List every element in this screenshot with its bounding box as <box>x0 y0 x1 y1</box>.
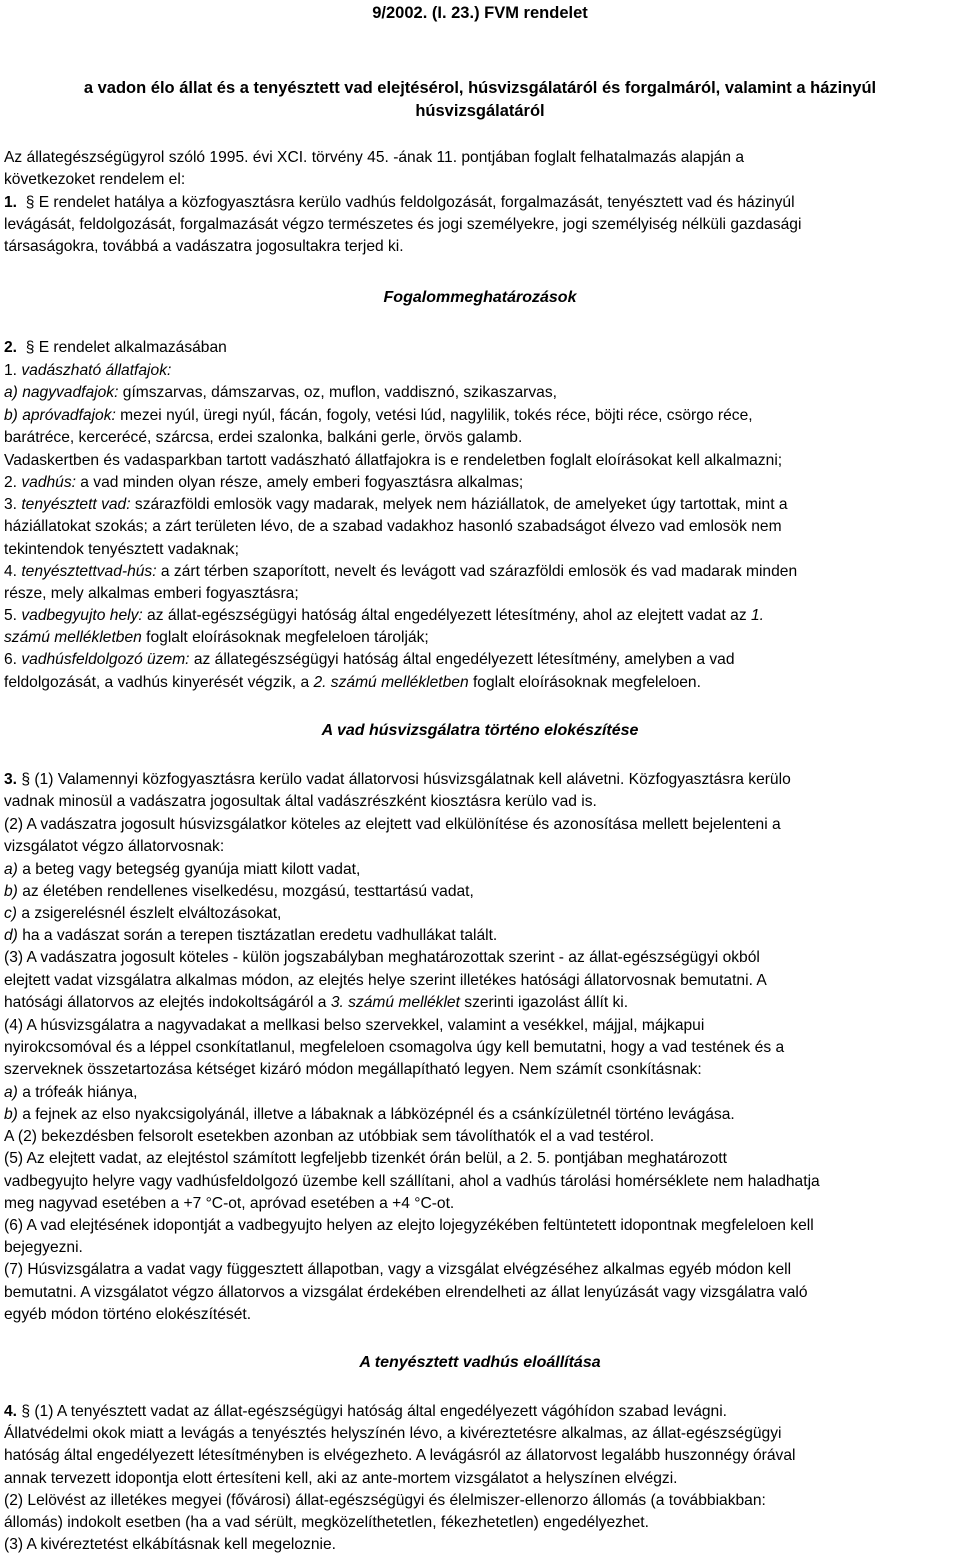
section-3-item-c: c) a zsigerelésnél észlelt elváltozásokat, <box>4 905 282 922</box>
section-3-line-4: vizsgálatot végzo állatorvosnak: <box>4 838 225 855</box>
section-1-line-2: levágását, feldolgozását, forgalmazását végzo természetes és jogi személyekre, jogi személyiség nélküli gazdasági <box>4 216 802 233</box>
section-1-line-3: társaságokra, továbbá a vadászatra jogosultakra terjed ki. <box>4 238 404 255</box>
section-3-item-a: a) a beteg vagy betegség gyanúja miatt kilott vadat, <box>4 861 361 878</box>
heading-definitions: Fogalommeghatározások <box>383 289 577 306</box>
intro-line-2: következoket rendelem el: <box>4 171 186 188</box>
definition-1: 1. vadászható állatfajok: <box>4 362 172 379</box>
section-3-line-9: (3) A vadászatra jogosult köteles - külön jogszabályban meghatározottak szerint - az állat-egészségügyi okból <box>4 949 760 966</box>
section-3-item-b: b) az életében rendellenes viselkedésu, mozgású, testtartású vadat, <box>4 883 474 900</box>
section-3-line-25: egyéb módon történo elokészítését. <box>4 1306 252 1323</box>
section-4-line-2: Állatvédelmi okok miatt a levágás a tenyésztés helyszínén lévo, a kivéreztetésre alkalmas, az állat-egészségügyi <box>4 1425 782 1442</box>
section-3-item-d: d) ha a vadászat során a terepen tisztázatlan eredetu vadhullákat talált. <box>4 927 498 944</box>
section-3-line-17: A (2) bekezdésben felsorolt esetekben azonban az utóbbiak sem távolíthatók el a vad testérol. <box>4 1128 655 1145</box>
section-3-line-22: bejegyezni. <box>4 1239 83 1256</box>
definition-1-note: Vadaskertben és vadasparkban tartott vadászható állatfajokra is e rendeletben foglalt eloírásokat kell alkalmazni; <box>4 452 783 469</box>
section-4-line-6: állomás) indokolt esetben (ha a vad sérült, megközelíthetetlen, fékezhetetlen) engedélyezhet. <box>4 1514 649 1531</box>
definition-2: 2. vadhús: a vad minden olyan része, amely emberi fogyasztásra alkalmas; <box>4 474 524 491</box>
definition-6-cont: feldolgozását, a vadhús kinyerését végzik, a 2. számú mellékletben foglalt eloírásoknak megfeleloen. <box>4 674 701 691</box>
section-3-line-18: (5) Az elejtett vadat, az elejtéstol számított legfeljebb tizenkét órán belül, a 2. 5. pontjában meghatározott <box>4 1150 727 1167</box>
definition-3: 3. tenyésztett vad: szárazföldi emlosök vagy madarak, melyek nem háziállatok, de amelyeket úgy tartottak, mint a <box>4 496 788 513</box>
section-3-line-21: (6) A vad elejtésének idopontját a vadbegyujto helyen az elejto lojegyzékében feltüntetett idopontnak megfeleloen kell <box>4 1217 814 1234</box>
section-number: 4. <box>4 1403 18 1420</box>
section-3-line-12: (4) A húsvizsgálatra a nagyvadakat a mellkasi belso szervekkel, valamint a vesékkel, májjal, májkapui <box>4 1017 705 1034</box>
definition-4-cont: része, mely alkalmas emberi fogyasztásra; <box>4 585 299 602</box>
section-3-item-e: a) a trófeák hiánya, <box>4 1084 138 1101</box>
section-3-line-20: meg nagyvad esetében a +7 °C-ot, apróvad esetében a +4 °C-ot. <box>4 1195 455 1212</box>
document-title: 9/2002. (I. 23.) FVM rendelet <box>372 4 588 22</box>
section-1-line-1: 1. § E rendelet hatálya a közfogyasztásra kerülo vadhús feldolgozását, forgalmazását, tenyésztett vad és házinyúl <box>4 194 795 211</box>
heading-preparation: A vad húsvizsgálatra történo elokészítése <box>321 722 639 739</box>
section-3-line-3: (2) A vadászatra jogosult húsvizsgálatkor köteles az elejtett vad elkülönítése és azonosítása mellett bejelenteni a <box>4 816 781 833</box>
section-sign-icon: § <box>17 771 31 788</box>
section-3-line-13: nyirokcsomóval és a léppel csonkítatlanul, megfeleloen csomagolva úgy kell bemutatni, hogy a vad testének és a <box>4 1039 785 1056</box>
section-4-line-5: (2) Lelövést az illetékes megyei (fővárosi) állat-egészségügyi és élelmiszer-ellenorzo állomás (a továbbiakban: <box>4 1492 766 1509</box>
section-3-line-14: szerveknek összetartozása kétséget kizáró módon megállapítható legyen. Nem számít csonkításnak: <box>4 1061 702 1078</box>
section-4-line-1: 4. § (1) A tenyésztett vadat az állat-egészségügyi hatóság által engedélyezett vágóhídon szabad levágni. <box>4 1403 728 1420</box>
section-sign-icon: § <box>17 1403 31 1420</box>
section-sign-icon: § <box>21 194 39 211</box>
definition-3-cont-1: háziállatokat szokás; a zárt területen lévo, de a szabad vadakhoz hasonló szabadságot élvezo vad emlosök nem <box>4 518 782 535</box>
section-2-intro: 2. § E rendelet alkalmazásában <box>4 339 227 356</box>
definition-1-b: b) apróvadfajok: mezei nyúl, üregi nyúl, fácán, fogoly, vetési lúd, nagylilik, tokés réce, böjti réce, csörgo réce, <box>4 407 753 424</box>
section-3-line-1: 3. § (1) Valamennyi közfogyasztásra kerülo vadat állatorvosi húsvizsgálatnak kell alávetni. Közfogyasztásra kerülo <box>4 771 791 788</box>
section-sign-icon: § <box>21 339 39 356</box>
definition-5-cont: számú mellékletben foglalt eloírásoknak megfeleloen tárolják; <box>4 629 429 646</box>
heading-farmed-game-meat: A tenyésztett vadhús eloállítása <box>359 1354 601 1371</box>
section-3-item-f: b) a fejnek az elso nyakcsigolyánál, illetve a lábaknak a lábközépnél és a csánkízületnél történo levágása. <box>4 1106 735 1123</box>
document-subtitle-line-1: a vadon élo állat és a tenyésztett vad elejtésérol, húsvizsgálatáról és forgalmáról, valamint a házinyúl <box>83 79 877 97</box>
section-4-line-3: hatóság által engedélyezett létesítményben is elvégezheto. A levágásról az állatorvost legalább huszonnégy órával <box>4 1447 796 1464</box>
section-3-line-19: vadbegyujto helyre vagy vadhúsfeldolgozó üzembe kell szállítani, ahol a vadhús tárolási homérséklete nem haladhatja <box>4 1173 820 1190</box>
section-number: 3. <box>4 771 18 788</box>
section-4-line-4: annak tervezett idopontja elott értesíteni kell, aki az ante-mortem vizsgálatot a helyszínen elvégzi. <box>4 1470 678 1487</box>
document-subtitle-line-2: húsvizsgálatáról <box>415 102 545 120</box>
definition-1-a: a) nagyvadfajok: gímszarvas, dámszarvas, oz, muflon, vaddisznó, szikaszarvas, <box>4 384 557 401</box>
definition-3-cont-2: tekintendok tenyésztett vadaknak; <box>4 541 239 558</box>
definition-4: 4. tenyésztettvad-hús: a zárt térben szaporított, nevelt és levágott vad szárazföldi emlosök és vad madarak minden <box>4 563 798 580</box>
section-number: 1. <box>4 194 18 211</box>
intro-line-1: Az állategészségügyrol szóló 1995. évi XCI. törvény 45. -ának 11. pontjában foglalt felhatalmazás alapján a <box>4 149 745 166</box>
definition-5: 5. vadbegyujto hely: az állat-egészségügyi hatóság által engedélyezett létesítmény, ahol az elejtett vadat az 1. <box>4 607 764 624</box>
definition-1-b-cont: barátréce, kercerécé, szárcsa, erdei szalonka, balkáni gerle, örvös galamb. <box>4 429 523 446</box>
definition-6: 6. vadhúsfeldolgozó üzem: az állategészségügyi hatóság által engedélyezett létesítmény, amelyben a vad <box>4 651 735 668</box>
section-number: 2. <box>4 339 18 356</box>
section-3-line-24: bemutatni. A vizsgálatot végzo állatorvos a vizsgálat érdekében elrendelheti az állat lenyúzását vagy vizsgálatra való <box>4 1284 808 1301</box>
section-3-line-23: (7) Húsvizsgálatra a vadat vagy függesztett állapotban, vagy a vizsgálat elvégzéséhez alkalmas egyéb módon kell <box>4 1261 792 1278</box>
section-4-line-7: (3) A kivéreztetést elkábításnak kell megeloznie. <box>4 1536 336 1553</box>
section-3-line-10: elejtett vadat vizsgálatra alkalmas módon, az elejtés helye szerint illetékes hatósági állatorvosnak bemutatni. A <box>4 972 767 989</box>
section-3-line-11: hatósági állatorvos az elejtés indokoltságáról a 3. számú melléklet szerinti igazolást állít ki. <box>4 994 629 1011</box>
section-3-line-2: vadnak minosül a vadászatra jogosultak által vadászrészként kiosztásra kerülo vad is. <box>4 793 597 810</box>
